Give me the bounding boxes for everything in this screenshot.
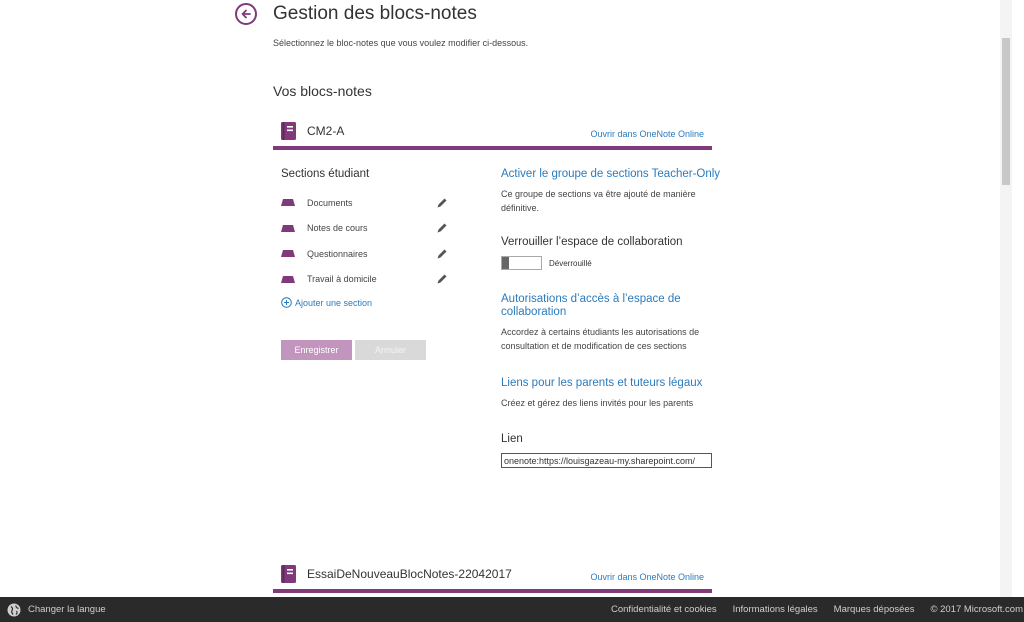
- section-label: Questionnaires: [307, 248, 368, 259]
- section-label: Travail à domicile: [307, 274, 377, 285]
- notebook-header: [273, 563, 712, 593]
- pencil-icon[interactable]: [436, 222, 448, 234]
- teacher-only-desc: Ce groupe de sections va être ajouté de manière définitive.: [501, 189, 696, 213]
- lock-state: Déverrouillé: [549, 258, 592, 268]
- pencil-icon[interactable]: [436, 248, 448, 260]
- parents-links-link[interactable]: Liens pour les parents et tuteurs légaux: [501, 377, 703, 389]
- footer: [0, 597, 1024, 622]
- add-section-button[interactable]: [281, 297, 461, 308]
- save-button[interactable]: Enregistrer: [281, 340, 352, 360]
- copyright: © 2017 Microsoft.com: [930, 604, 1024, 615]
- pencil-icon[interactable]: [436, 197, 448, 209]
- link-field[interactable]: [501, 453, 712, 468]
- back-button[interactable]: [235, 3, 257, 25]
- section-tab-icon: [281, 250, 295, 257]
- parents-desc: Créez et gérez des liens invités pour les parents: [501, 398, 694, 408]
- vertical-scrollbar[interactable]: [1000, 0, 1012, 597]
- notebook-name: CM2-A: [307, 124, 345, 138]
- permissions-desc: Accordez à certains étudiants les autorisations de consultation et de modification de ces sections: [501, 327, 700, 351]
- page-subtitle: Sélectionnez le bloc-notes que vous voulez modifier ci-dessous.: [273, 38, 529, 48]
- notebook-header: [273, 120, 712, 150]
- lock-toggle-row: [501, 256, 721, 270]
- plus-circle-icon: [281, 297, 292, 308]
- lock-toggle[interactable]: [501, 256, 542, 270]
- section-item[interactable]: [281, 216, 461, 242]
- globe-icon[interactable]: [7, 603, 21, 617]
- change-language-link[interactable]: Changer la langue: [28, 604, 106, 615]
- section-label: Notes de cours: [307, 223, 368, 234]
- section-tab-icon: [281, 225, 295, 232]
- section-item[interactable]: [281, 190, 461, 216]
- lock-heading: Verrouiller l’espace de collaboration: [501, 236, 683, 248]
- notebook-name: EssaiDeNouveauBlocNotes-22042017: [307, 567, 512, 581]
- section-item[interactable]: [281, 241, 461, 267]
- section-item[interactable]: [281, 267, 461, 293]
- privacy-link[interactable]: Confidentialité et cookies: [611, 604, 717, 615]
- open-in-onenote-link[interactable]: Ouvrir dans OneNote Online: [590, 129, 704, 139]
- scrollbar-thumb[interactable]: [1002, 38, 1010, 185]
- notebooks-heading: Vos blocs-notes: [273, 83, 372, 99]
- toggle-knob: [502, 257, 509, 269]
- student-sections-heading: Sections étudiant: [281, 168, 370, 180]
- student-sections-panel: [281, 168, 461, 308]
- teacher-only-link[interactable]: Activer le groupe de sections Teacher-Only: [501, 168, 721, 180]
- page-title: Gestion des blocs-notes: [273, 3, 477, 24]
- form-buttons: [281, 340, 426, 360]
- notebook-icon: [281, 565, 296, 583]
- add-section-label: Ajouter une section: [295, 297, 373, 308]
- pencil-icon[interactable]: [436, 273, 448, 285]
- section-label: Documents: [307, 197, 353, 208]
- section-tab-icon: [281, 276, 295, 283]
- open-in-onenote-link[interactable]: Ouvrir dans OneNote Online: [590, 572, 704, 582]
- arrow-left-icon: [240, 8, 252, 20]
- settings-panel: [501, 168, 721, 469]
- permissions-link[interactable]: Autorisations d’accès à l’espace de collaboration: [501, 293, 681, 318]
- trademarks-link[interactable]: Marques déposées: [833, 604, 915, 615]
- legal-link[interactable]: Informations légales: [732, 604, 818, 615]
- link-label: Lien: [501, 433, 523, 445]
- notebook-icon: [281, 122, 296, 140]
- footer-links: [611, 604, 1023, 615]
- cancel-button[interactable]: Annuler: [355, 340, 426, 360]
- section-tab-icon: [281, 199, 295, 206]
